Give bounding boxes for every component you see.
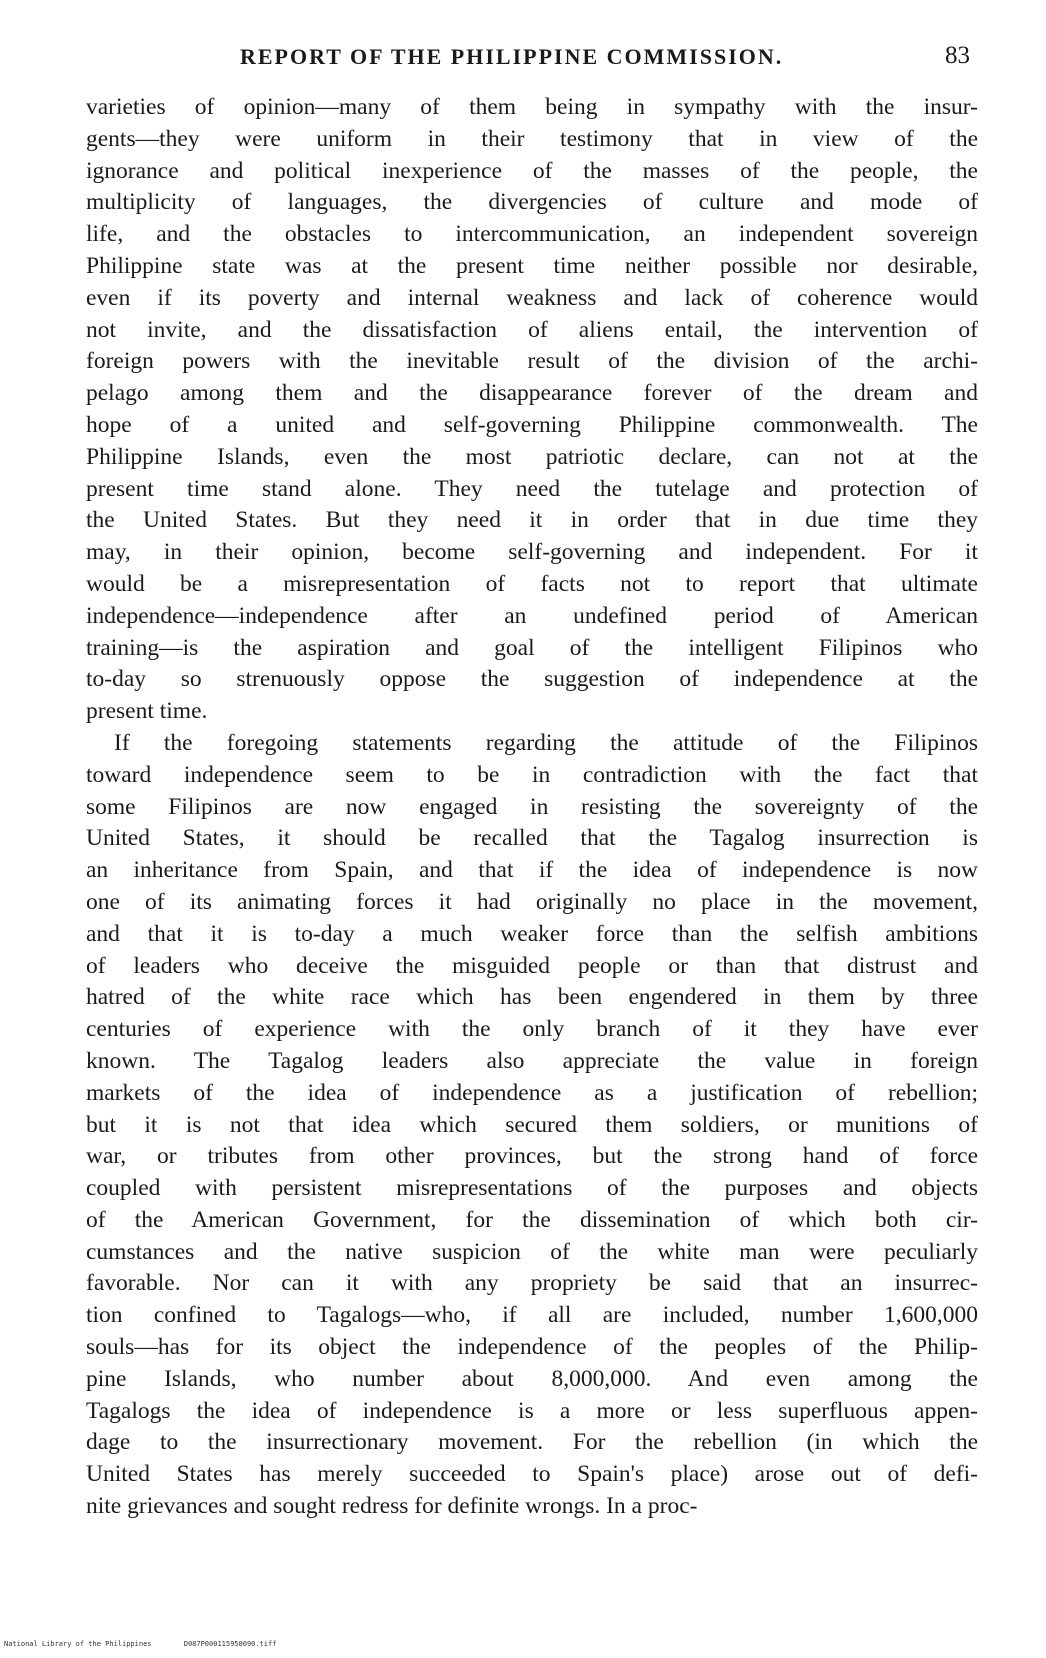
text-line: toward independence seem to be in contradiction with the fact that [86,761,978,788]
text-line: Philippine state was at the present time neither possible nor desirable, [86,252,978,279]
text-line: even if its poverty and internal weakness and lack of coherence would [86,284,978,311]
text-line: cumstances and the native suspicion of the white man were peculiarly [86,1238,978,1265]
text-line: life, and the obstacles to intercommunication, an independent sovereign [86,221,978,248]
running-head-title: REPORT OF THE PHILIPPINE COMMISSION. [240,44,784,69]
text-line: hatred of the white race which has been engendered in them by three [86,984,978,1011]
text-line: coupled with persistent misrepresentations of the purposes and objects [86,1175,978,1202]
footer-file-id: D087P000115950090.tiff [183,1640,277,1648]
text-line: to-day so strenuously oppose the suggestion of independence at the [86,666,978,693]
text-line: known. The Tagalog leaders also appreciate the value in foreign [86,1047,978,1074]
text-line: of leaders who deceive the misguided people or than that distrust and [86,952,978,979]
text-line: multiplicity of languages, the divergencies of culture and mode of [86,189,978,216]
text-line: independence—independence after an undefined period of American [86,602,978,629]
text-line: varieties of opinion—many of them being in sympathy with the insur- [86,94,978,120]
text-line: Tagalogs the idea of independence is a more or less superfluous appen- [86,1397,978,1424]
text-line: would be a misrepresentation of facts not to report that ultimate [86,570,978,597]
running-head [90,44,970,80]
text-line: an inheritance from Spain, and that if the idea of independence is now [86,857,978,884]
text-line: may, in their opinion, become self-governing and independent. For it [86,539,978,566]
text-line: tion confined to Tagalogs—who, if all are included, number 1,600,000 [86,1302,978,1329]
text-line: war, or tributes from other provinces, but the strong hand of force [86,1143,978,1170]
paragraph [86,92,978,728]
text-line: foreign powers with the inevitable result of the division of the archi- [86,348,978,375]
footer-library: National Library of the Philippines [4,1640,152,1648]
text-line: favorable. Nor can it with any propriety be said that an insurrec- [86,1270,978,1297]
text-line: Philippine Islands, even the most patriotic declare, can not at the [86,443,978,470]
scan-footer [4,1640,304,1648]
text-line: markets of the idea of independence as a justification of rebellion; [86,1079,978,1106]
text-line: pine Islands, who number about 8,000,000. And even among the [86,1365,978,1392]
text-line: the United States. But they need it in order that in due time they [86,507,978,534]
text-line: present time. [86,698,208,725]
text-line: nite grievances and sought redress for definite wrongs. In a proc- [86,1493,698,1520]
text-line: souls—has for its object the independence of the peoples of the Philip- [86,1334,978,1361]
text-line: If the foregoing statements regarding the attitude of the Filipinos [114,729,978,756]
text-line: some Filipinos are now engaged in resisting the sovereignty of the [86,793,978,820]
text-line: and that it is to-day a much weaker force than the selfish ambitions [86,920,978,947]
text-line: of the American Government, for the dissemination of which both cir- [86,1206,978,1233]
text-line: present time stand alone. They need the tutelage and protection of [86,475,978,502]
text-line: gents—they were uniform in their testimony that in view of the [86,125,978,152]
text-line: United States, it should be recalled that the Tagalog insurrection is [86,825,978,852]
text-line: ignorance and political inexperience of the masses of the people, the [86,157,978,184]
text-line: training—is the aspiration and goal of the intelligent Filipinos who [86,634,978,661]
body-text [86,92,978,1523]
page-number: 83 [945,42,970,69]
text-line: dage to the insurrectionary movement. For the rebellion (in which the [86,1429,978,1456]
text-line: United States has merely succeeded to Spain's place) arose out of defi- [86,1461,978,1488]
text-line: pelago among them and the disappearance forever of the dream and [86,380,978,407]
text-line: centuries of experience with the only branch of it they have ever [86,1016,978,1043]
text-line: one of its animating forces it had originally no place in the movement, [86,888,978,915]
text-line: but it is not that idea which secured them soldiers, or munitions of [86,1111,978,1138]
paragraph [86,728,978,1523]
text-line: not invite, and the dissatisfaction of aliens entail, the intervention of [86,316,978,343]
text-line: hope of a united and self-governing Philippine commonwealth. The [86,411,978,438]
